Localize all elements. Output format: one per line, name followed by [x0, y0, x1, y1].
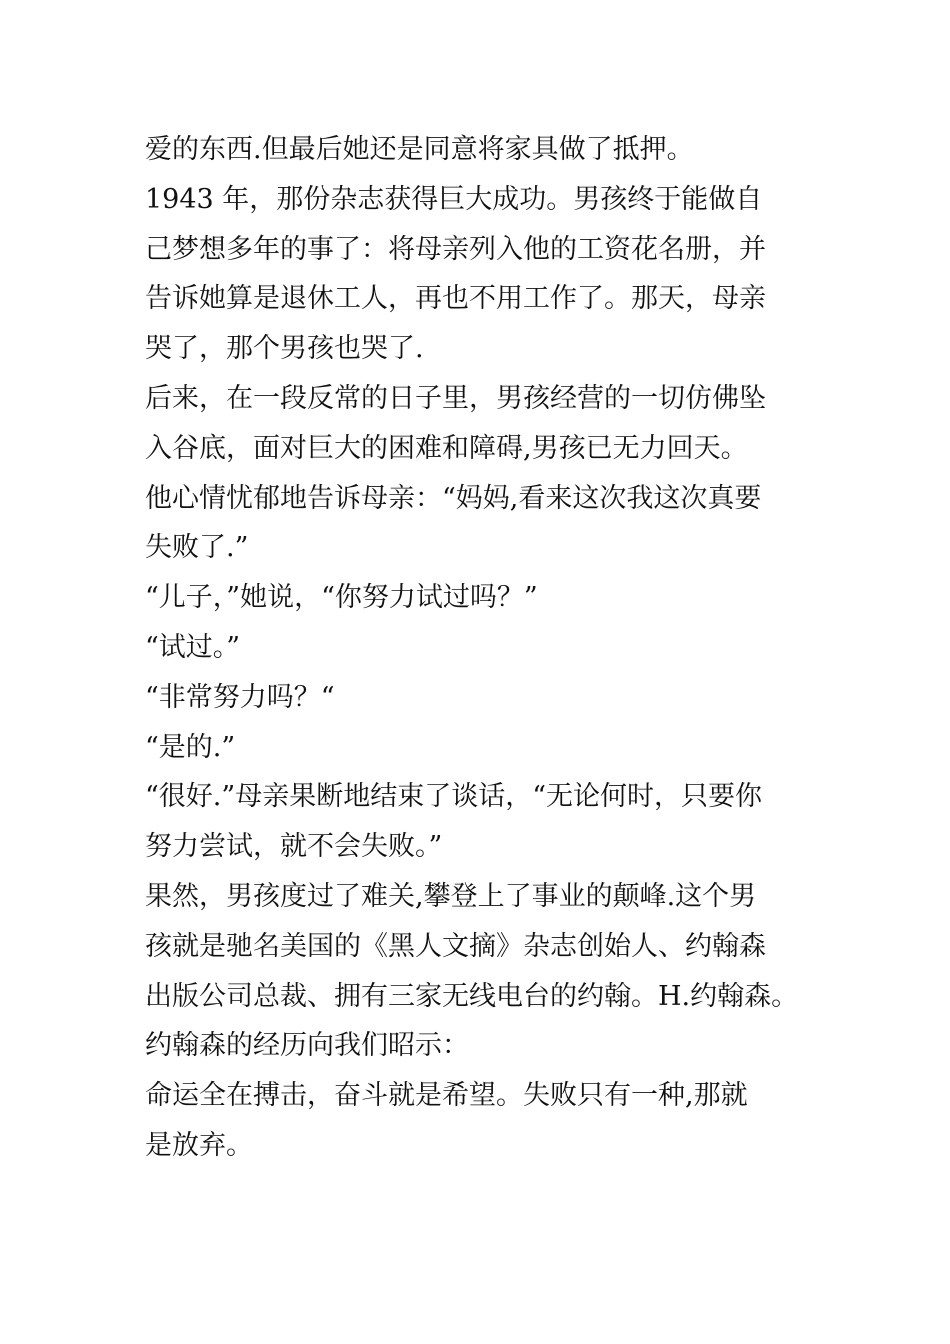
text-line: “试过。” [145, 631, 241, 663]
text-line: 失败了.” [145, 532, 249, 564]
text-line: “儿子，”她说，“你努力试过吗？” [145, 582, 538, 614]
text-line: 1943 年，那份杂志获得巨大成功。男孩终于能做自 [145, 183, 763, 215]
text-line: 哭了，那个男孩也哭了. [145, 333, 424, 365]
text-line: 是放弃。 [145, 1129, 253, 1161]
text-line: 他心情忧郁地告诉母亲：“妈妈,看来这次我这次真要 [145, 482, 762, 514]
text-line: 爱的东西.但最后她还是同意将家具做了抵押。 [145, 134, 694, 165]
text-line: 己梦想多年的事了：将母亲列入他的工资花名册，并 [145, 233, 766, 265]
text-line: 后来，在一段反常的日子里，男孩经营的一切仿佛坠 [145, 382, 766, 414]
text-line: 告诉她算是退休工人，再也不用工作了。那天，母亲 [145, 283, 766, 315]
text-line: “是的.” [145, 731, 236, 763]
text-line: 出版公司总裁、拥有三家无线电台的约翰。H.约翰森。 [145, 980, 799, 1012]
text-line: 约翰森的经历向我们昭示： [145, 1030, 469, 1062]
text-line: 努力尝试，就不会失败。” [145, 831, 443, 863]
body-text [145, 125, 825, 1171]
text-line: 果然，男孩度过了难关,攀登上了事业的颠峰.这个男 [145, 880, 757, 912]
text-line: 命运全在搏击，奋斗就是希望。失败只有一种,那就 [145, 1080, 748, 1112]
text-line: “很好.”母亲果断地结束了谈话，“无论何时，只要你 [145, 781, 762, 813]
text-line: 孩就是驰名美国的《黑人文摘》杂志创始人、约翰森 [145, 930, 766, 962]
text-line: “非常努力吗？“ [145, 681, 335, 713]
text-line: 入谷底，面对巨大的困难和障碍,男孩已无力回天。 [145, 432, 748, 464]
